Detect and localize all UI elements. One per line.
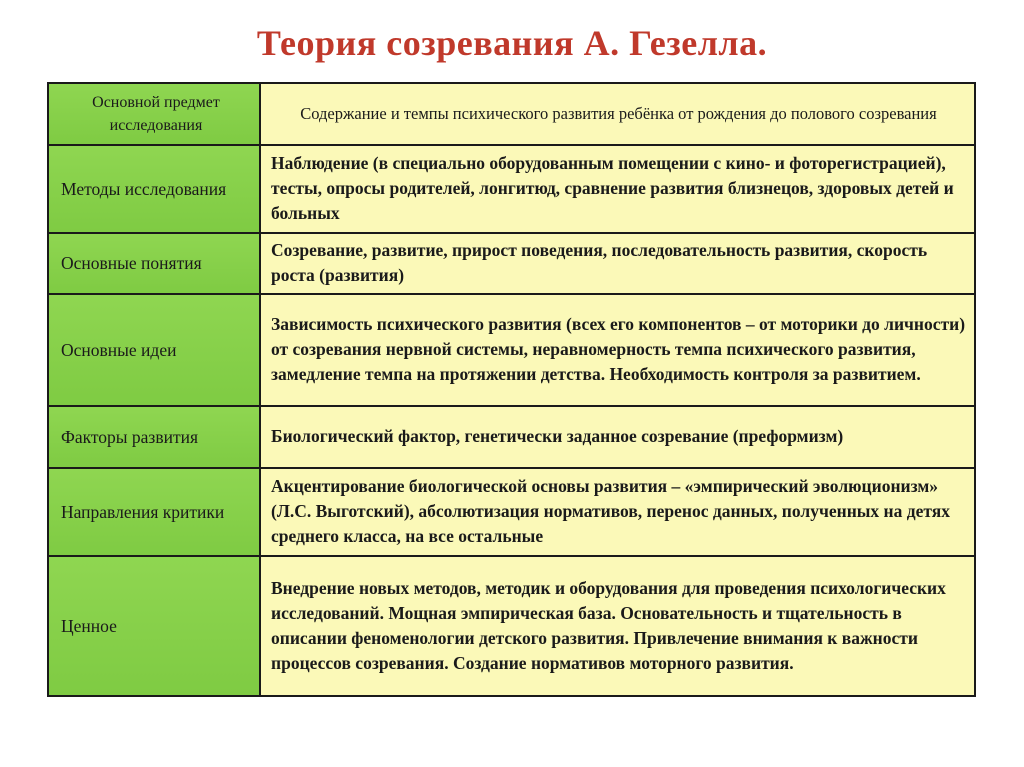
header-content-cell: Содержание и темпы психического развития ребёнка от рождения до полового созревания — [260, 83, 975, 145]
table-row — [48, 294, 975, 406]
row-content-methods: Наблюдение (в специально оборудованным помещении с кино- и фоторегистрацией), тесты, опросы родителей, лонгитюд, сравнение развития близнецов, здоровых детей и больных — [260, 145, 975, 233]
table-row — [48, 556, 975, 696]
row-content-valuable: Внедрение новых методов, методик и оборудования для проведения психологических исследований. Мощная эмпирическая база. Основательность и тщательность в описании феноменологии детского развития. Привлечение внимания к важности процессов созревания. Создание нормативов моторного развития. — [260, 556, 975, 696]
row-content-criticism: Акцентирование биологической основы развития – «эмпирический эволюционизм» (Л.С. Выготский), абсолютизация нормативов, перенос данных, полученных на детях среднего класса, на все остальные — [260, 468, 975, 556]
row-content-factors: Биологический фактор, генетически заданное созревание (преформизм) — [260, 406, 975, 468]
table-row — [48, 406, 975, 468]
summary-table — [47, 82, 976, 697]
row-label-methods: Методы исследования — [48, 145, 260, 233]
table — [47, 82, 976, 697]
row-label-valuable: Ценное — [48, 556, 260, 696]
table-row — [48, 468, 975, 556]
row-content-concepts: Созревание, развитие, прирост поведения, последовательность развития, скорость роста (развития) — [260, 233, 975, 294]
row-label-factors: Факторы развития — [48, 406, 260, 468]
row-label-concepts: Основные понятия — [48, 233, 260, 294]
table-row — [48, 145, 975, 233]
row-content-ideas: Зависимость психического развития (всех его компонентов – от моторики до личности) от созревания нервной системы, неравномерность темпа психического развития, замедление темпа на протяжении детства. Необходимость контроля за развитием. — [260, 294, 975, 406]
table-header-row — [48, 83, 975, 145]
row-label-criticism: Направления критики — [48, 468, 260, 556]
table-row — [48, 233, 975, 294]
header-label-cell: Основной предмет исследования — [48, 83, 260, 145]
slide-title: Теория созревания А. Гезелла. — [256, 23, 768, 63]
row-label-ideas: Основные идеи — [48, 294, 260, 406]
